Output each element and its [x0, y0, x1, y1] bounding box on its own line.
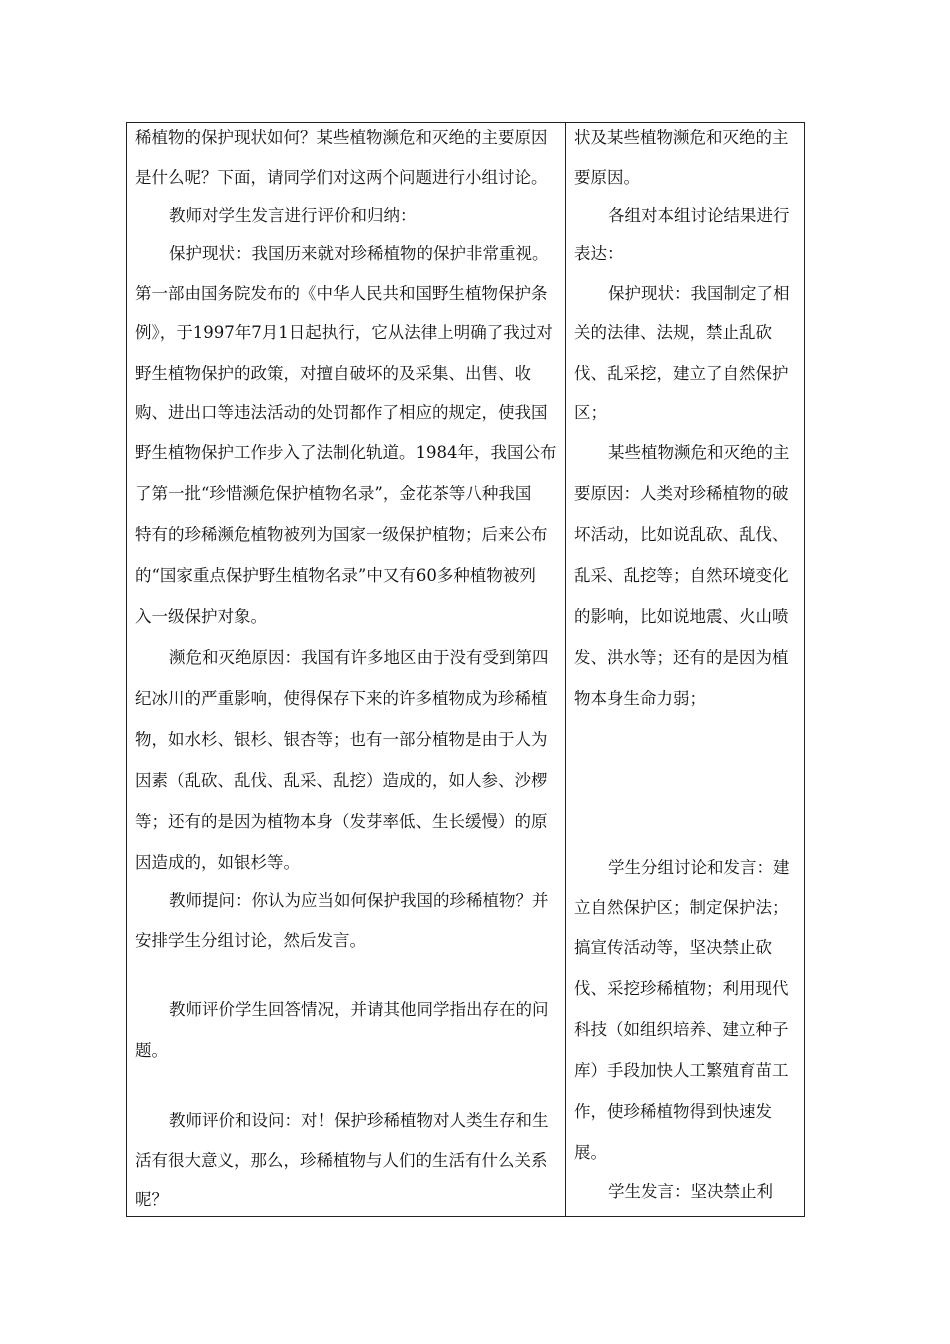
- text-line: 区；: [574, 403, 607, 422]
- text-line: 关的法律、法规，禁止乱砍: [574, 323, 772, 342]
- text-line: 学生分组讨论和发言：建: [608, 858, 790, 877]
- text-line: 野生植物保护的政策，对擅自破坏的及采集、出售、收: [135, 364, 531, 383]
- text-line: 特有的珍稀濒危植物被列为国家一级保护植物；后来公布: [135, 525, 548, 544]
- text-line: 安排学生分组讨论，然后发言。: [135, 931, 366, 950]
- text-line: 活有很大意义，那么，珍稀植物与人们的生活有什么关系: [135, 1151, 548, 1170]
- text-line: 要原因。: [574, 168, 640, 187]
- text-line: 稀植物的保护现状如何？某些植物濒危和灭绝的主要原因: [135, 128, 548, 147]
- text-line: 教师评价和设问：对！保护珍稀植物对人类生存和生: [169, 1111, 549, 1130]
- text-line: 教师提问：你认为应当如何保护我国的珍稀植物？并: [169, 891, 549, 910]
- text-line: 等；还有的是因为植物本身（发芽率低、生长缓慢）的原: [135, 812, 548, 831]
- column-divider: [565, 122, 566, 1217]
- text-line: 物本身生命力弱；: [574, 689, 706, 708]
- text-line: 保护现状：我国制定了相: [608, 284, 790, 303]
- text-line: 状及某些植物濒危和灭绝的主: [574, 128, 789, 147]
- text-line: 第一部由国务院发布的《中华人民共和国野生植物保护条: [135, 284, 548, 303]
- text-line: 入一级保护对象。: [135, 607, 267, 626]
- text-line: 例》，于1997年7月1日起执行，它从法律上明确了我过对: [135, 323, 553, 342]
- text-line: 要原因：人类对珍稀植物的破: [574, 484, 789, 503]
- text-line: 展。: [574, 1143, 607, 1162]
- text-line: 库）手段加快人工繁殖育苗工: [574, 1061, 789, 1080]
- text-line: 表达：: [574, 244, 624, 263]
- text-line: 教师对学生发言进行评价和归纳：: [169, 206, 417, 225]
- text-line: 购、进出口等违法活动的处罚都作了相应的规定，使我国: [135, 403, 548, 422]
- text-line: 濒危和灭绝原因：我国有许多地区由于没有受到第四: [169, 648, 549, 667]
- text-line: 纪冰川的严重影响，使得保存下来的许多植物成为珍稀植: [135, 689, 548, 708]
- text-line: 因造成的，如银杉等。: [135, 853, 300, 872]
- text-line: 搞宣传活动等，坚决禁止砍: [574, 938, 772, 957]
- text-line: 乱采、乱挖等；自然环境变化: [574, 566, 789, 585]
- text-line: 了第一批“珍惜濒危保护植物名录”，金花茶等八种我国: [135, 484, 532, 503]
- text-line: 野生植物保护工作步入了法制化轨道。1984年，我国公布: [135, 443, 557, 462]
- text-line: 物，如水杉、银杉、银杏等；也有一部分植物是由于人为: [135, 730, 548, 749]
- text-line: 教师评价学生回答情况，并请其他同学指出存在的问: [169, 1000, 549, 1019]
- text-line: 的影响，比如说地震、火山喷: [574, 607, 789, 626]
- text-line: 呢？: [135, 1190, 168, 1209]
- text-line: 立自然保护区；制定保护法；: [574, 898, 789, 917]
- text-line: 某些植物濒危和灭绝的主: [608, 443, 790, 462]
- text-line: 题。: [135, 1041, 168, 1060]
- text-line: 的“国家重点保护野生植物名录”中又有60多种植物被列: [135, 566, 536, 585]
- text-line: 伐、采挖珍稀植物；利用现代: [574, 979, 789, 998]
- text-line: 各组对本组讨论结果进行: [608, 206, 790, 225]
- text-line: 坏活动，比如说乱砍、乱伐、: [574, 525, 789, 544]
- text-line: 是什么呢？下面，请同学们对这两个问题进行小组讨论。: [135, 168, 548, 187]
- text-line: 学生发言：坚决禁止利: [608, 1182, 773, 1201]
- text-line: 科技（如组织培养、建立种子: [574, 1020, 789, 1039]
- text-line: 保护现状：我国历来就对珍稀植物的保护非常重视。: [169, 244, 549, 263]
- text-line: 作，使珍稀植物得到快速发: [574, 1102, 772, 1121]
- text-line: 伐、乱采挖，建立了自然保护: [574, 364, 789, 383]
- text-line: 发、洪水等；还有的是因为植: [574, 648, 789, 667]
- text-line: 因素（乱砍、乱伐、乱采、乱挖）造成的，如人参、沙椤: [135, 771, 548, 790]
